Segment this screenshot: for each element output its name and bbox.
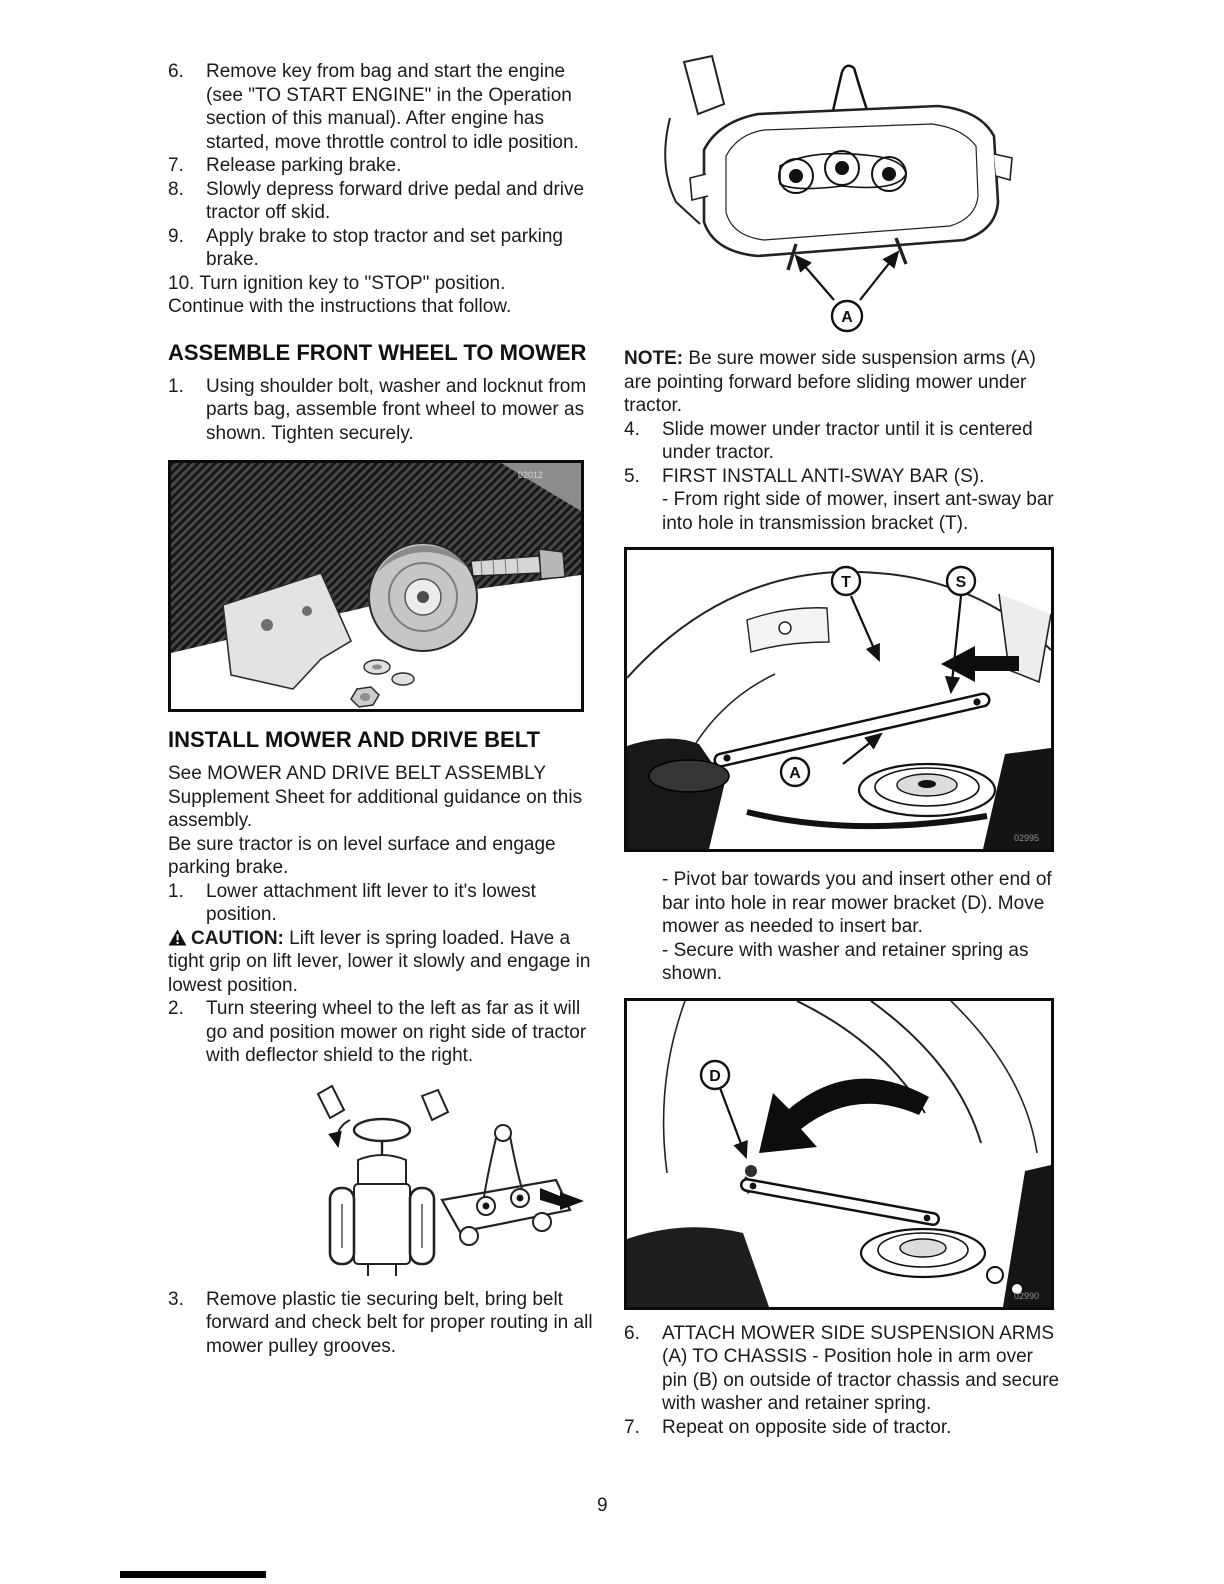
figure-position-mower	[272, 1076, 594, 1282]
continue-note: Continue with the instructions that follow.	[168, 296, 512, 317]
note-paragraph	[624, 347, 1060, 418]
step-number: 8.	[168, 178, 184, 200]
figure-anti-sway-bar	[624, 547, 1054, 852]
step-5	[624, 465, 1060, 489]
instruction-step-7	[168, 154, 600, 178]
step-number: 6.	[168, 61, 184, 82]
tractor-rear-view	[318, 1086, 448, 1276]
step-number: 1.	[168, 880, 184, 902]
anti-sway-illustration	[627, 550, 1051, 849]
label-t-badge	[832, 567, 860, 595]
left-column	[168, 60, 600, 1358]
label-a-badge	[832, 301, 862, 331]
front-wheel	[369, 543, 477, 651]
svg-text:T: T	[841, 574, 851, 591]
step-5-sub: - From right side of mower, insert ant-sway bar into hole in transmission bracket (T).	[662, 489, 1054, 534]
caution-label: CAUTION:	[191, 927, 284, 949]
section-heading-assemble-front-wheel: ASSEMBLE FRONT WHEEL TO MOWER	[168, 339, 587, 365]
step-text: Apply brake to stop tractor and set parking brake.	[206, 225, 563, 270]
note-label: NOTE:	[624, 348, 684, 369]
mandrel-pulley	[859, 764, 995, 816]
step-number: 4.	[624, 418, 640, 440]
install-step-2	[168, 997, 600, 1068]
step-text: Remove plastic tie securing belt, bring belt forward and check belt for proper routing in all mower pulley grooves.	[206, 1288, 593, 1357]
secure-instruction: - Secure with washer and retainer spring as shown.	[662, 939, 1029, 984]
step-number: 2.	[168, 998, 184, 1019]
direction-arrow	[560, 1192, 584, 1210]
step-text: Release parking brake.	[206, 155, 402, 176]
mandrel-pulley	[861, 1229, 985, 1277]
install-step-1	[168, 880, 600, 927]
step-text: ATTACH MOWER SIDE SUSPENSION ARMS (A) TO CHASSIS - Position hole in arm over pin (B) on outside of tractor chassis and secure with washer and retainer spring.	[662, 1322, 1060, 1414]
instruction-step-10: 10. Turn ignition key to "STOP" position.	[168, 272, 506, 294]
instruction-step-9	[168, 225, 600, 272]
right-column	[624, 52, 1060, 1439]
rear-bracket-illustration	[627, 1001, 1051, 1307]
install-intro-2: Be sure tractor is on level surface and engage parking brake.	[168, 833, 556, 878]
svg-text:S: S	[955, 574, 967, 591]
instruction-step-6	[168, 60, 600, 154]
retainer-spring	[745, 1165, 757, 1177]
section-heading-install-mower: INSTALL MOWER AND DRIVE BELT	[168, 727, 540, 752]
instruction-step-8	[168, 178, 600, 225]
label-d-badge	[701, 1061, 729, 1089]
figure-code: 02990	[1013, 1290, 1039, 1301]
mower-deck-illustration	[646, 54, 1016, 339]
step-number: 9.	[168, 225, 184, 247]
install-intro-1: See MOWER AND DRIVE BELT ASSEMBLY Supplement Sheet for additional guidance on this assembly.	[168, 763, 583, 831]
figure-front-wheel-assembly	[168, 460, 584, 712]
footer-mark	[120, 1571, 266, 1578]
pivot-instruction: - Pivot bar towards you and insert other end of bar into hole in rear mower bracket (D). Move mower as needed to insert bar.	[662, 869, 1052, 937]
install-step-3	[168, 1288, 600, 1359]
caution-text: Lift lever is spring loaded. Have a tight grip on lift lever, lower it slowly and engage in lowest position.	[168, 927, 591, 996]
step-text: Repeat on opposite side of tractor.	[662, 1416, 952, 1438]
figure-code: 02012	[517, 470, 543, 480]
step-text: Lower attachment lift lever to it's lowest position.	[206, 880, 536, 925]
caution-note	[168, 927, 600, 998]
warning-triangle-icon	[168, 929, 187, 946]
step-number: 1.	[168, 375, 184, 397]
step-6	[624, 1322, 1060, 1416]
step-text: Slowly depress forward drive pedal and drive tractor off skid.	[206, 178, 585, 223]
step-number: 3.	[168, 1288, 184, 1310]
step-number: 6.	[624, 1322, 640, 1344]
label-s-badge	[947, 567, 975, 595]
note-text: Be sure mower side suspension arms (A) are pointing forward before sliding mower under tractor.	[624, 348, 1036, 416]
step-number: 7.	[168, 155, 184, 176]
step-text: Remove key from bag and start the engine (see "TO START ENGINE" in the Operation section of this manual). After engine has started, move throttle control to idle position.	[206, 61, 579, 153]
figure-suspension-arms	[646, 54, 1018, 339]
assemble-step-1	[168, 375, 600, 446]
front-wheel-illustration	[171, 463, 581, 709]
step-7	[624, 1416, 1060, 1440]
label-a-badge	[781, 758, 809, 786]
figure-code: 02995	[1013, 833, 1039, 843]
figure-rear-bracket	[624, 998, 1054, 1310]
svg-text:D: D	[709, 1067, 721, 1085]
page-number: 9	[597, 1495, 608, 1516]
step-text: Slide mower under tractor until it is centered under tractor.	[662, 418, 1033, 463]
svg-text:A: A	[841, 309, 853, 326]
mower-deck-side	[442, 1125, 570, 1245]
svg-text:A: A	[789, 765, 801, 782]
step-number: 7.	[624, 1416, 640, 1438]
step-text: Turn steering wheel to the left as far as it will go and position mower on right side of tractor with deflector shield to the right.	[206, 998, 587, 1066]
step-4	[624, 418, 1060, 465]
tractor-mower-illustration	[272, 1076, 594, 1282]
step-text: Using shoulder bolt, washer and locknut from parts bag, assemble front wheel to mower as shown. Tighten securely.	[206, 375, 587, 444]
step-number: 5.	[624, 465, 640, 487]
step-text: FIRST INSTALL ANTI-SWAY BAR (S).	[662, 465, 985, 487]
